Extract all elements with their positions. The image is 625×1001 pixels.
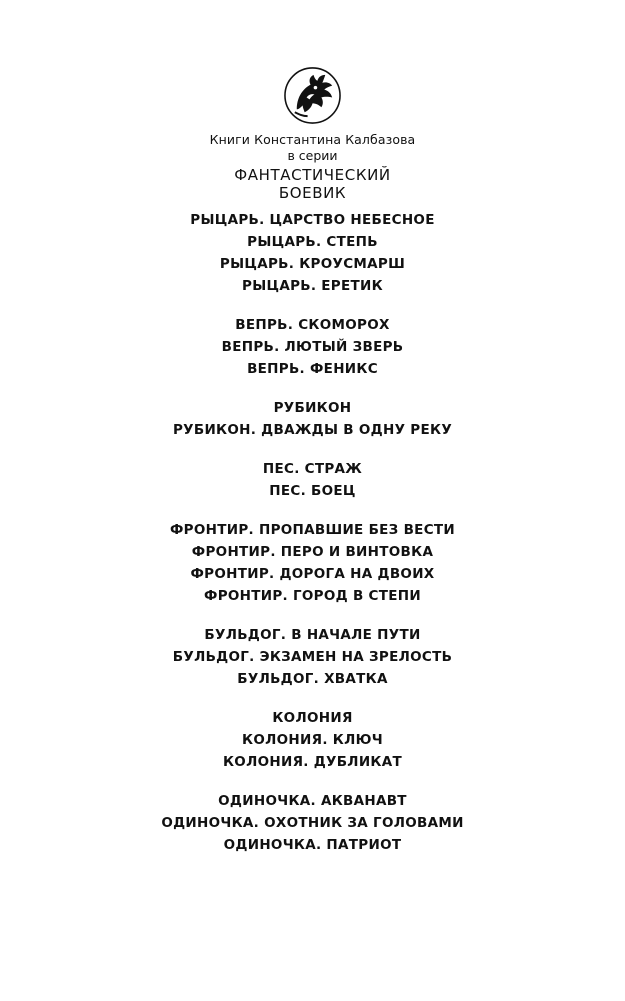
book-list (0, 209, 625, 873)
book-group-boar (0, 314, 625, 380)
book-group-bulldog (0, 624, 625, 690)
book-title: РЫЦАРЬ. КРОУСМАРШ (219, 256, 406, 272)
books-of-author-line: Книги Константина Калбазова (209, 132, 416, 147)
book-title: КОЛОНИЯ. ДУБЛИКАТ (222, 754, 403, 770)
series-name-line-1: ФАНТАСТИЧЕСКИЙ (234, 166, 391, 184)
book-title: ПЕС. БОЕЦ (269, 483, 356, 499)
book-title: РЫЦАРЬ. ЦАРСТВО НЕБЕСНОЕ (190, 212, 435, 228)
book-group-rubicon (0, 397, 625, 441)
book-title: ФРОНТИР. ГОРОД В СТЕПИ (204, 588, 421, 604)
series-intro (0, 132, 625, 202)
book-title: РУБИКОН. ДВАЖДЫ В ОДНУ РЕКУ (172, 422, 453, 438)
book-title: РЫЦАРЬ. СТЕПЬ (247, 234, 378, 250)
book-title: ВЕПРЬ. ФЕНИКС (247, 361, 378, 377)
book-title: ОДИНОЧКА. АКВАНАВТ (218, 793, 407, 809)
book-title: ОДИНОЧКА. ПАТРИОТ (223, 837, 402, 853)
book-title: КОЛОНИЯ (272, 710, 353, 726)
book-title: РЫЦАРЬ. ЕРЕТИК (242, 278, 383, 294)
book-title: ОДИНОЧКА. ОХОТНИК ЗА ГОЛОВАМИ (161, 815, 464, 831)
series-name (0, 166, 625, 202)
book-title: ПЕС. СТРАЖ (262, 461, 363, 477)
book-title: РУБИКОН (273, 400, 352, 416)
in-series-line: в серии (287, 148, 338, 163)
book-title: ФРОНТИР. ДОРОГА НА ДВОИХ (190, 566, 435, 582)
book-title: ФРОНТИР. ПРОПАВШИЕ БЕЗ ВЕСТИ (169, 522, 456, 538)
book-group-frontier (0, 519, 625, 607)
book-title: КОЛОНИЯ. КЛЮЧ (242, 732, 383, 748)
book-title: ВЕПРЬ. ЛЮТЫЙ ЗВЕРЬ (221, 339, 404, 355)
dragon-head-logo-icon (283, 66, 342, 125)
book-title: ФРОНТИР. ПЕРО И ВИНТОВКА (191, 544, 434, 560)
book-title: БУЛЬДОГ. ХВАТКА (237, 671, 388, 687)
book-group-colony (0, 707, 625, 773)
book-title: БУЛЬДОГ. В НАЧАЛЕ ПУТИ (204, 627, 421, 643)
book-title: ВЕПРЬ. СКОМОРОХ (235, 317, 390, 333)
book-title: БУЛЬДОГ. ЭКЗАМЕН НА ЗРЕЛОСТЬ (172, 649, 453, 665)
series-name-line-2: БОЕВИК (278, 184, 347, 202)
book-group-dog (0, 458, 625, 502)
book-group-knight (0, 209, 625, 297)
book-group-loner (0, 790, 625, 856)
